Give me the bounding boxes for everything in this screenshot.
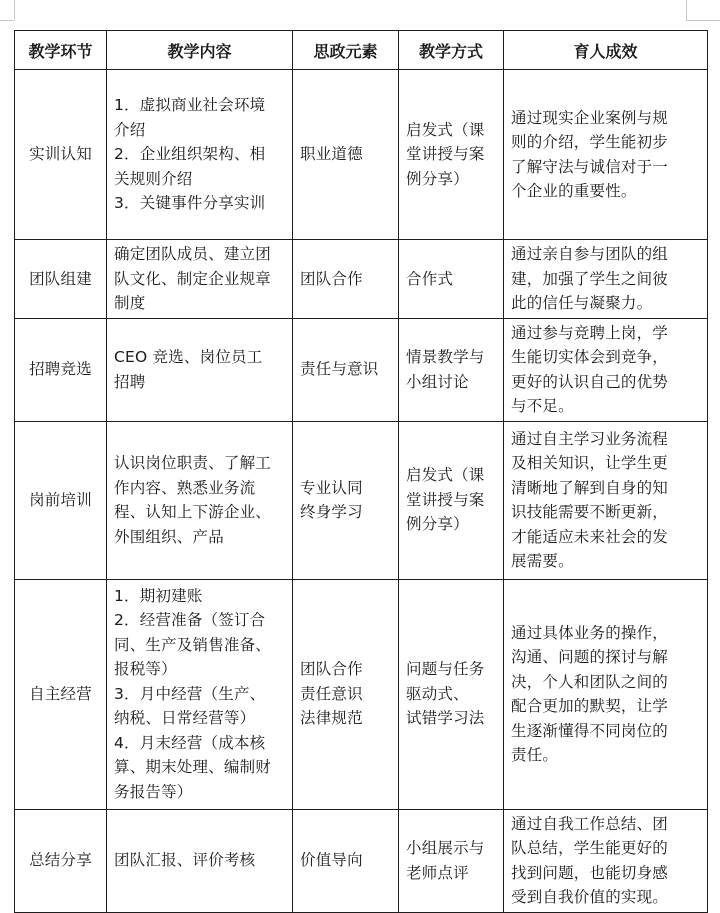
outcome-cell: [504, 421, 708, 579]
method-line: 合作式: [406, 269, 454, 288]
method-line: 堂讲授与案: [406, 145, 485, 164]
method-cell: [399, 240, 504, 319]
content-line: 外围组织、产品: [114, 527, 224, 546]
element-line: 专业认同: [300, 478, 363, 497]
outcome-line: 通过具体业务的操作，: [511, 623, 669, 642]
stage-cell: 总结分享: [15, 809, 107, 912]
method-line: 情景教学与: [406, 348, 485, 366]
element-cell: [293, 318, 399, 421]
outcome-line: 个企业的重要性。: [511, 182, 637, 200]
corner-mark-right-vertical: [686, 0, 687, 20]
element-cell: [293, 240, 399, 319]
content-line: 认识岗位职责、了解工: [114, 454, 272, 472]
method-cell: [399, 70, 504, 240]
outcome-cell: [504, 809, 708, 912]
outcome-line: 识技能需要不断更新，: [511, 503, 669, 521]
corner-mark-left: [0, 20, 14, 21]
content-line: 同、生产及销售准备、: [114, 635, 272, 654]
stage-cell: 自主经营: [15, 579, 107, 809]
stage-cell: 岗前培训: [15, 421, 107, 579]
method-line: 启发式（课: [406, 466, 485, 485]
content-cell: [107, 318, 293, 421]
outcome-line: 与不足。: [511, 397, 574, 415]
header-cell: 教学环节: [15, 31, 107, 70]
table-row: [15, 70, 708, 240]
content-line: 4．月末经营（成本核: [114, 733, 266, 752]
element-line: 法律规范: [300, 709, 363, 728]
method-line: 启发式（课: [406, 120, 485, 139]
content-line: 算、期末处理、编制财: [114, 758, 272, 777]
outcome-line: 建，加强了学生之间彼: [511, 269, 669, 288]
header-cell: 育人成效: [504, 31, 708, 70]
outcome-line: 通过亲自参与团队的组: [511, 245, 669, 263]
content-line: 介绍: [114, 120, 146, 139]
outcome-line: 更好的认识自己的优势: [511, 372, 669, 391]
content-line: 1．虚拟商业社会环境: [114, 96, 266, 115]
outcome-line: 队总结，学生能更好的: [511, 839, 669, 857]
method-line: 小组展示与: [406, 839, 485, 857]
stage-cell: 团队组建: [15, 240, 107, 319]
content-line: 报税等）: [114, 660, 177, 679]
method-cell: [399, 318, 504, 421]
teaching-table: [14, 30, 708, 913]
content-line: 队文化、制定企业规章: [114, 269, 272, 288]
outcome-line: 展需要。: [511, 552, 574, 570]
method-cell: [399, 809, 504, 912]
content-line: 作内容、熟悉业务流: [114, 478, 256, 497]
element-line: 价值导向: [300, 851, 363, 870]
content-line: 团队汇报、评价考核: [114, 851, 256, 870]
table-row: [15, 579, 708, 809]
method-line: 老师点评: [406, 863, 469, 882]
content-line: 2．企业组织架构、相: [114, 145, 266, 164]
method-cell: [399, 421, 504, 579]
table-row: [15, 809, 708, 912]
content-cell: [107, 70, 293, 240]
content-line: 关规则介绍: [114, 169, 193, 188]
header-cell: 教学内容: [107, 31, 293, 70]
content-line: 招聘: [114, 372, 146, 391]
content-line: 3．关键事件分享实训: [114, 194, 266, 213]
outcome-line: 通过自我工作总结、团: [511, 814, 669, 833]
element-cell: [293, 809, 399, 912]
content-line: 2．经营准备（签订合: [114, 611, 266, 630]
outcome-cell: [504, 70, 708, 240]
element-line: 责任与意识: [300, 360, 379, 379]
outcome-line: 决，个人和团队之间的: [511, 672, 669, 691]
outcome-line: 此的信任与凝聚力。: [511, 294, 653, 312]
header-cell: 教学方式: [399, 31, 504, 70]
outcome-cell: [504, 240, 708, 319]
header-cell: 思政元素: [293, 31, 399, 70]
element-line: 终身学习: [300, 503, 363, 521]
element-line: 团队合作: [300, 269, 363, 288]
outcome-line: 清晰地了解到自身的知: [511, 478, 669, 497]
method-line: 例分享）: [406, 169, 469, 188]
method-line: 堂讲授与案: [406, 490, 485, 509]
content-line: 1．期初建账: [114, 586, 203, 605]
content-cell: [107, 240, 293, 319]
outcome-line: 生逐渐懂得不同岗位的: [511, 721, 669, 740]
method-line: 问题与任务: [406, 660, 485, 679]
outcome-line: 了解守法与诚信对于一: [511, 157, 669, 176]
content-line: CEO 竞选、岗位员工: [114, 348, 263, 366]
element-cell: [293, 70, 399, 240]
outcome-line: 及相关知识，让学生更: [511, 454, 669, 472]
method-line: 例分享）: [406, 515, 469, 534]
outcome-line: 沟通、问题的探讨与解: [511, 648, 669, 666]
outcome-line: 生能切实体会到竞争，: [511, 348, 669, 366]
content-line: 纳税、日常经营等）: [114, 709, 256, 728]
content-cell: [107, 421, 293, 579]
outcome-line: 找到问题，也能切身感: [511, 863, 669, 882]
table-row: [15, 421, 708, 579]
content-line: 3．月中经营（生产、: [114, 684, 266, 703]
content-line: 制度: [114, 294, 146, 312]
content-line: 程、认知上下游企业、: [114, 503, 272, 521]
stage-cell: 招聘竞选: [15, 318, 107, 421]
element-cell: [293, 579, 399, 809]
method-line: 小组讨论: [406, 372, 469, 391]
table-row: [15, 240, 708, 319]
content-cell: [107, 809, 293, 912]
table-row: [15, 318, 708, 421]
outcome-line: 配合更加的默契，让学: [511, 697, 669, 715]
outcome-cell: [504, 318, 708, 421]
outcome-cell: [504, 579, 708, 809]
element-line: 职业道德: [300, 145, 363, 164]
method-cell: [399, 579, 504, 809]
corner-mark-right: [686, 20, 720, 21]
content-line: 确定团队成员、建立团: [114, 245, 272, 263]
page-corner-marks: [0, 0, 720, 30]
outcome-line: 则的介绍，学生能初步: [511, 133, 669, 151]
method-line: 试错学习法: [406, 709, 485, 728]
method-line: 驱动式、: [406, 684, 469, 703]
corner-mark-left-vertical: [14, 0, 15, 20]
outcome-line: 才能适应未来社会的发: [511, 527, 669, 546]
element-line: 责任意识: [300, 684, 363, 703]
outcome-line: 受到自我价值的实现。: [511, 888, 669, 906]
element-cell: [293, 421, 399, 579]
content-line: 务报告等）: [114, 782, 193, 801]
outcome-line: 通过参与竞聘上岗，学: [511, 323, 669, 342]
stage-cell: 实训认知: [15, 70, 107, 240]
outcome-line: 通过自主学习业务流程: [511, 429, 669, 448]
content-cell: [107, 579, 293, 809]
header-row: [15, 31, 708, 70]
element-line: 团队合作: [300, 660, 363, 679]
outcome-line: 责任。: [511, 746, 559, 764]
outcome-line: 通过现实企业案例与规: [511, 108, 669, 127]
